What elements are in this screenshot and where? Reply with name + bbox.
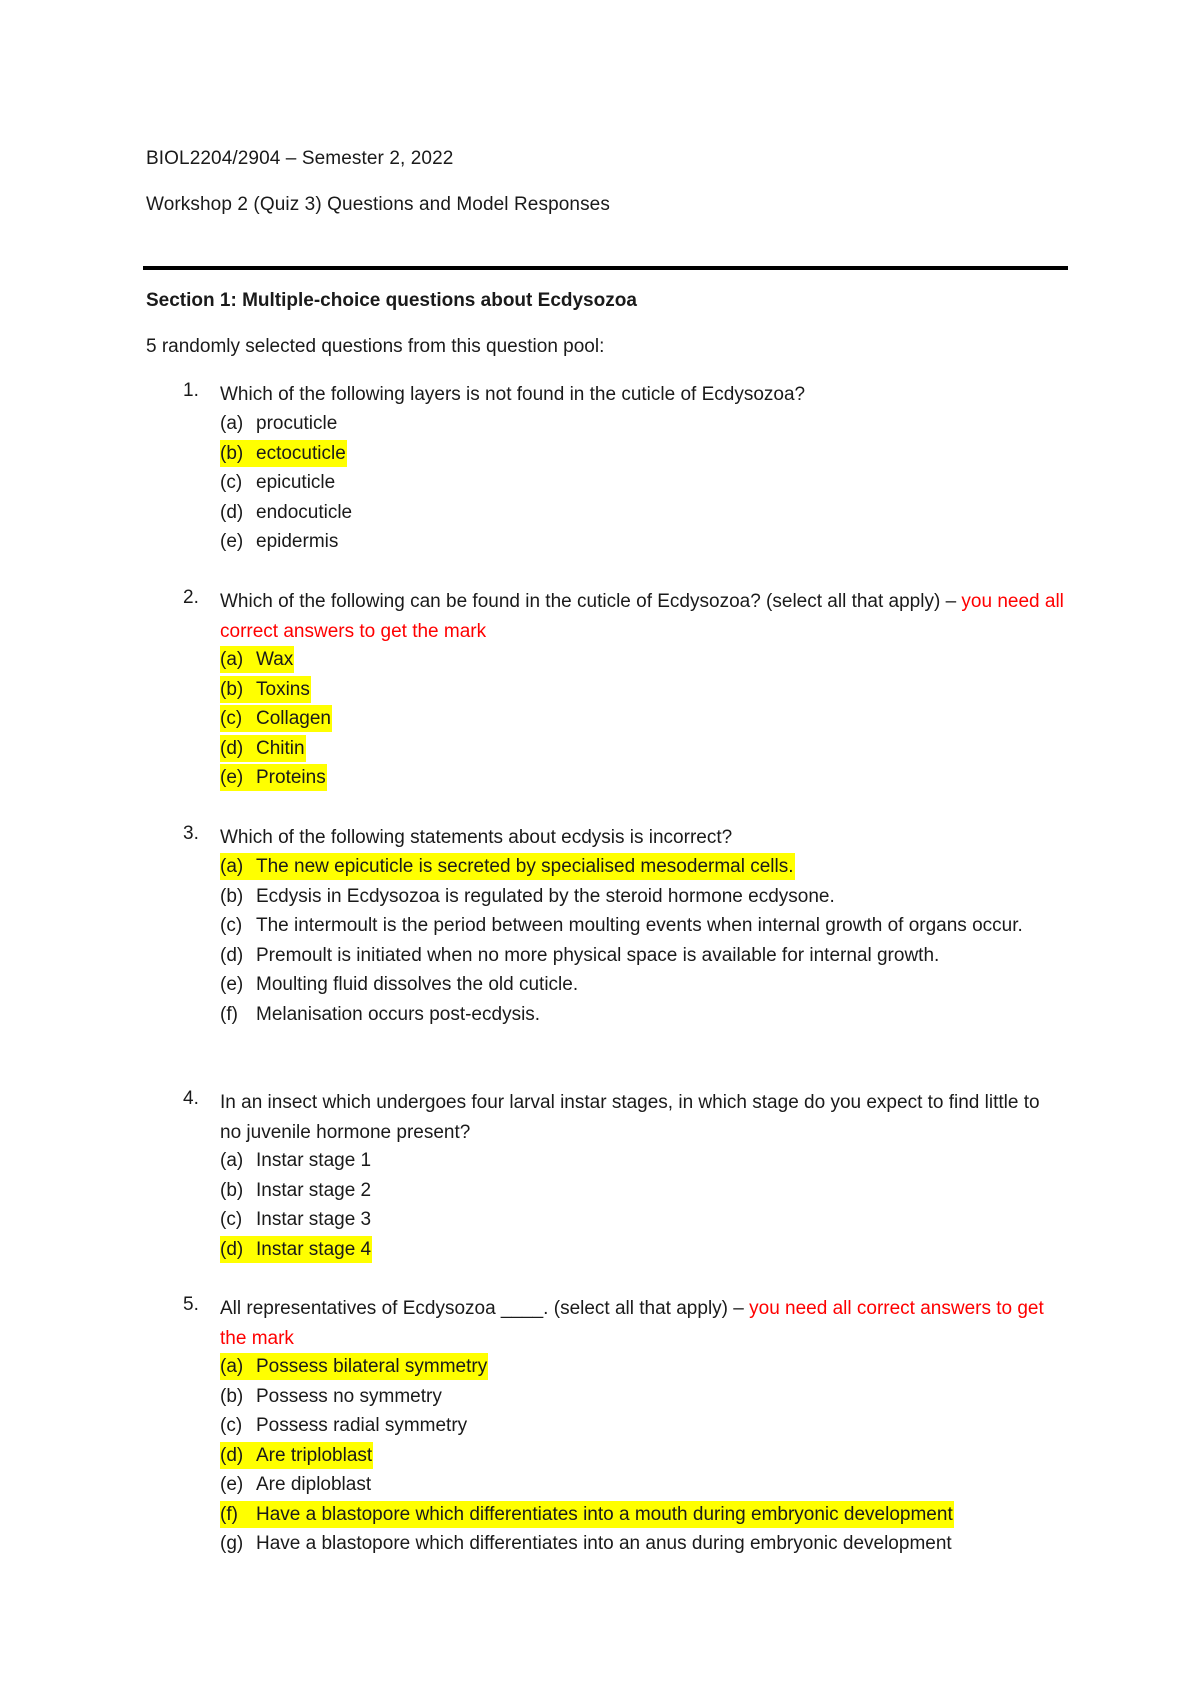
correct-answer-option bbox=[220, 1441, 1065, 1471]
answer-option bbox=[220, 1470, 1065, 1500]
answer-option bbox=[220, 970, 1065, 1000]
correct-answer-option bbox=[220, 734, 1065, 764]
correct-answer-option bbox=[220, 1235, 1065, 1265]
option-text: The new epicuticle is secreted by specialised mesodermal cells. bbox=[256, 856, 794, 877]
option-label: (c) bbox=[220, 1415, 243, 1436]
option-label: (d) bbox=[220, 737, 244, 759]
answer-option bbox=[220, 468, 1065, 498]
answer-highlight bbox=[220, 1442, 373, 1469]
option-text: Wax bbox=[256, 649, 294, 670]
option-text: Possess radial symmetry bbox=[256, 1415, 468, 1436]
answer-option bbox=[220, 409, 1065, 439]
correct-answer-option bbox=[220, 763, 1065, 793]
correct-answer-option bbox=[220, 1352, 1065, 1382]
answer-option bbox=[220, 911, 1065, 941]
option-text: Premoult is initiated when no more physical space is available for internal growth. bbox=[256, 944, 940, 966]
option-text: Possess no symmetry bbox=[256, 1385, 442, 1407]
option-label: (a) bbox=[220, 856, 244, 877]
option-text: Toxins bbox=[256, 678, 310, 700]
option-text: Instar stage 4 bbox=[256, 1238, 372, 1260]
answer-option bbox=[220, 941, 1065, 971]
option-text: Instar stage 1 bbox=[256, 1150, 372, 1171]
marking-note: you need all correct answers to get the mark bbox=[220, 591, 1064, 642]
option-label: (a) bbox=[220, 413, 244, 434]
option-label: (e) bbox=[220, 1474, 244, 1495]
answer-option bbox=[220, 527, 1065, 557]
question-number: 1. bbox=[183, 380, 199, 401]
answer-highlight bbox=[220, 853, 795, 880]
question-number: 3. bbox=[183, 823, 199, 844]
question-number: 5. bbox=[183, 1294, 199, 1315]
option-label: (c) bbox=[220, 1209, 243, 1230]
answer-highlight bbox=[220, 440, 347, 467]
option-label: (a) bbox=[220, 1356, 244, 1377]
option-label: (e) bbox=[220, 974, 244, 995]
option-label: (f) bbox=[220, 1503, 238, 1525]
answer-highlight bbox=[220, 764, 327, 791]
option-text: Chitin bbox=[256, 737, 305, 759]
section-title: Section 1: Multiple-choice questions about Ecdysozoa bbox=[146, 290, 637, 311]
answer-highlight bbox=[220, 1501, 954, 1528]
answer-highlight bbox=[220, 1353, 488, 1380]
option-label: (d) bbox=[220, 1444, 244, 1466]
question-number: 2. bbox=[183, 587, 199, 608]
option-label: (b) bbox=[220, 678, 244, 700]
option-text: Proteins bbox=[256, 767, 326, 788]
answer-highlight bbox=[220, 1236, 372, 1263]
option-label: (c) bbox=[220, 472, 243, 493]
option-list bbox=[220, 409, 1065, 557]
answer-highlight bbox=[220, 705, 332, 732]
option-label: (c) bbox=[220, 915, 243, 936]
option-label: (f) bbox=[220, 1003, 238, 1025]
option-text: Possess bilateral symmetry bbox=[256, 1356, 488, 1377]
correct-answer-option bbox=[220, 1500, 1065, 1530]
option-text: procuticle bbox=[256, 413, 338, 434]
horizontal-divider bbox=[143, 266, 1068, 270]
option-list bbox=[220, 645, 1065, 793]
question-prompt: All representatives of Ecdysozoa ____. (select all that apply) – bbox=[220, 1298, 750, 1319]
option-label: (a) bbox=[220, 1150, 244, 1171]
question-text bbox=[220, 380, 1065, 410]
answer-highlight bbox=[220, 735, 306, 762]
option-text: Have a blastopore which differentiates into an anus during embryonic development bbox=[256, 1533, 952, 1554]
course-header: BIOL2204/2904 – Semester 2, 2022 bbox=[146, 148, 454, 169]
option-label: (b) bbox=[220, 1385, 244, 1407]
option-label: (e) bbox=[220, 531, 244, 552]
correct-answer-option bbox=[220, 645, 1065, 675]
section-intro: 5 randomly selected questions from this question pool: bbox=[146, 336, 605, 357]
option-text: Instar stage 3 bbox=[256, 1209, 372, 1230]
question-text bbox=[220, 587, 1065, 646]
option-text: Have a blastopore which differentiates into a mouth during embryonic development bbox=[256, 1503, 953, 1525]
option-text: Moulting fluid dissolves the old cuticle. bbox=[256, 974, 579, 995]
option-label: (b) bbox=[220, 442, 244, 464]
answer-option bbox=[220, 1529, 1065, 1559]
question-prompt: In an insect which undergoes four larval instar stages, in which stage do you expect to find little to no juvenile hormone present? bbox=[220, 1092, 1040, 1143]
question-text bbox=[220, 1088, 1065, 1147]
option-label: (b) bbox=[220, 885, 244, 907]
document-title: Workshop 2 (Quiz 3) Questions and Model Responses bbox=[146, 194, 610, 215]
option-label: (a) bbox=[220, 649, 244, 670]
question-number: 4. bbox=[183, 1088, 199, 1109]
option-list bbox=[220, 1146, 1065, 1264]
option-text: epicuticle bbox=[256, 472, 336, 493]
option-text: The intermoult is the period between moulting events when internal growth of organs occur. bbox=[256, 915, 1023, 936]
marking-note: you need all correct answers to get the mark bbox=[220, 1298, 1044, 1349]
option-text: Instar stage 2 bbox=[256, 1179, 372, 1201]
option-text: Ecdysis in Ecdysozoa is regulated by the steroid hormone ecdysone. bbox=[256, 885, 835, 907]
answer-highlight bbox=[220, 646, 294, 673]
option-text: Melanisation occurs post-ecdysis. bbox=[256, 1003, 541, 1025]
option-label: (e) bbox=[220, 767, 244, 788]
correct-answer-option bbox=[220, 704, 1065, 734]
correct-answer-option bbox=[220, 852, 1065, 882]
answer-highlight bbox=[220, 676, 311, 703]
option-list bbox=[220, 1352, 1065, 1559]
option-label: (d) bbox=[220, 1238, 244, 1260]
answer-option bbox=[220, 1205, 1065, 1235]
option-list bbox=[220, 852, 1065, 1029]
correct-answer-option bbox=[220, 675, 1065, 705]
answer-option bbox=[220, 882, 1065, 912]
option-text: Collagen bbox=[256, 708, 331, 729]
option-label: (c) bbox=[220, 708, 243, 729]
answer-option bbox=[220, 498, 1065, 528]
answer-option bbox=[220, 1146, 1065, 1176]
option-text: Are triploblast bbox=[256, 1444, 373, 1466]
option-text: epidermis bbox=[256, 531, 339, 552]
option-text: ectocuticle bbox=[256, 442, 346, 464]
option-label: (g) bbox=[220, 1533, 244, 1554]
answer-option bbox=[220, 1382, 1065, 1412]
option-text: Are diploblast bbox=[256, 1474, 372, 1495]
option-label: (d) bbox=[220, 944, 244, 966]
answer-option bbox=[220, 1411, 1065, 1441]
question-text bbox=[220, 823, 1065, 853]
question-prompt: Which of the following can be found in the cuticle of Ecdysozoa? (select all that apply) – bbox=[220, 591, 962, 612]
question-text bbox=[220, 1294, 1065, 1353]
option-label: (d) bbox=[220, 501, 244, 523]
correct-answer-option bbox=[220, 439, 1065, 469]
option-label: (b) bbox=[220, 1179, 244, 1201]
option-text: endocuticle bbox=[256, 501, 353, 523]
question-prompt: Which of the following statements about ecdysis is incorrect? bbox=[220, 827, 733, 848]
answer-option bbox=[220, 1000, 1065, 1030]
question-prompt: Which of the following layers is not found in the cuticle of Ecdysozoa? bbox=[220, 384, 806, 405]
answer-option bbox=[220, 1176, 1065, 1206]
